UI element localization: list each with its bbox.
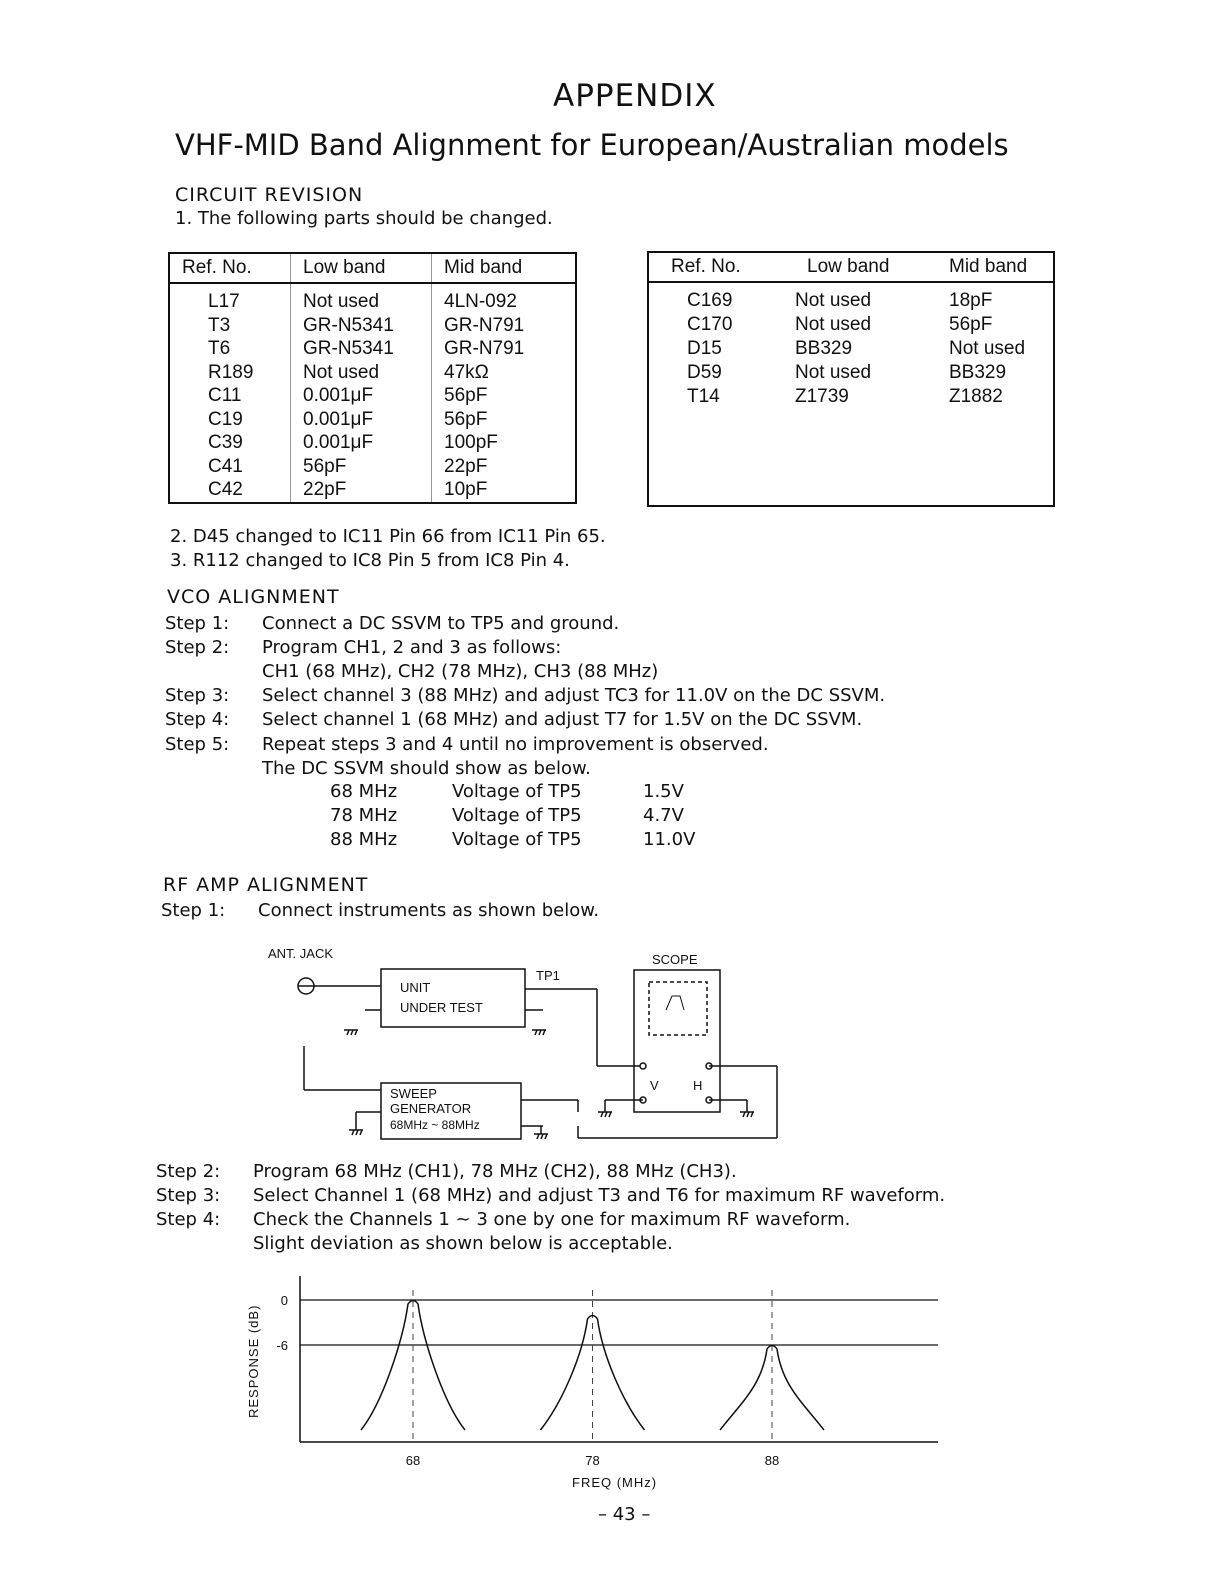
mid-band-cell [937,409,1054,433]
vco-step2b: CH1 (68 MHz), CH2 (78 MHz), CH3 (88 MHz) [262,661,659,682]
vco-step5: Repeat steps 3 and 4 until no improvement is observed. [262,734,769,755]
circuit-revision-note2: 2. D45 changed to IC11 Pin 66 from IC11 Pin 65. [170,526,606,547]
connection-diagram [260,940,800,1150]
table-row [648,385,1054,409]
page-title: APPENDIX [553,78,717,114]
ref-cell [648,481,783,506]
ref-cell: D59 [687,362,722,384]
rf-step1-label: Step 1: [161,900,226,921]
low-band-cell: 56pF [291,455,432,479]
circuit-revision-heading: CIRCUIT REVISION [175,184,364,206]
col-mid-band: Mid band [937,252,1054,282]
table-row [648,361,1054,385]
vco-step1-label: Step 1: [165,613,230,634]
vco-step1: Connect a DC SSVM to TP5 and ground. [262,613,620,634]
vco-step4-label: Step 4: [165,709,230,730]
ref-cell: L17 [169,283,291,314]
rf-step3: Select Channel 1 (68 MHz) and adjust T3 and T6 for maximum RF waveform. [253,1185,946,1206]
sweep-label-2: GENERATOR [390,1101,472,1116]
ref-cell: C41 [169,455,291,479]
x-axis-label: FREQ (MHz) [572,1475,658,1490]
ref-cell: R189 [169,361,291,385]
rf-step2: Program 68 MHz (CH1), 78 MHz (CH2), 88 MHz (CH3). [253,1161,737,1182]
mid-band-cell: 56pF [949,314,993,336]
voltage-value: 11.0V [643,829,696,850]
ant-jack-label: ANT. JACK [268,946,334,961]
low-band-cell [783,409,937,433]
table-row [169,431,576,455]
voltage-label: Voltage of TP5 [452,781,582,802]
page-subtitle: VHF-MID Band Alignment for European/Australian models [175,128,1009,162]
mid-band-cell [937,433,1054,457]
rf-heading: RF AMP ALIGNMENT [163,874,369,896]
sweep-label-1: SWEEP [390,1086,437,1101]
tp1-label: TP1 [536,968,560,983]
mid-band-cell: GR-N791 [444,338,525,360]
x-tick-label: 88 [764,1453,780,1468]
response-curve-ch1 [361,1301,465,1431]
ref-cell: C42 [169,478,291,503]
unit-label-1: UNIT [400,980,431,995]
ref-cell: C11 [169,384,291,408]
voltage-value: 1.5V [643,781,684,802]
low-band-cell: Not used [291,361,432,385]
vco-step5-label: Step 5: [165,734,230,755]
col-low-band: Low band [783,252,937,282]
rf-step4: Check the Channels 1 ~ 3 one by one for maximum RF waveform. [253,1209,851,1230]
low-band-cell: Not used [795,290,872,311]
y-tick-label: 0 [280,1293,288,1308]
table-row [169,478,576,503]
unit-under-test-box [381,969,525,1027]
vco-heading: VCO ALIGNMENT [167,586,340,608]
rf-step2-label: Step 2: [156,1161,221,1182]
rf-step1: Connect instruments as shown below. [258,900,600,921]
col-low-band: Low band [291,253,432,283]
voltage-freq: 88 MHz [330,829,398,850]
mid-band-cell: 56pF [444,408,488,430]
ref-cell: C170 [687,314,733,336]
low-band-cell [783,433,937,457]
rf-step4b: Slight deviation as shown below is acceptable. [253,1233,673,1254]
col-mid-band: Mid band [432,253,577,283]
low-band-cell: 0.001μF [291,408,432,432]
ref-cell: T14 [687,386,720,408]
col-ref-no: Ref. No. [648,252,783,282]
voltage-value: 4.7V [643,805,684,826]
table-row [169,337,576,361]
vco-step5b: The DC SSVM should show as below. [262,758,591,779]
scope-label: SCOPE [652,952,698,967]
vco-step3: Select channel 3 (88 MHz) and adjust TC3 for 11.0V on the DC SSVM. [262,685,886,706]
low-band-cell: 0.001μF [291,431,432,455]
mid-band-cell: 18pF [949,290,993,311]
ref-cell: C169 [687,290,733,311]
vco-step2-label: Step 2: [165,637,230,658]
table-row [169,455,576,479]
low-band-cell [783,481,937,506]
table-row [648,457,1054,481]
table-row [648,409,1054,433]
ref-cell: D15 [687,338,722,360]
mid-band-cell: 4LN-092 [444,291,517,312]
mid-band-cell: BB329 [949,362,1007,384]
table-row [169,361,576,385]
vco-step2: Program CH1, 2 and 3 as follows: [262,637,562,658]
col-ref-no: Ref. No. [169,253,291,283]
voltage-label: Voltage of TP5 [452,829,582,850]
ref-cell: T3 [169,314,291,338]
vco-step4: Select channel 1 (68 MHz) and adjust T7 for 1.5V on the DC SSVM. [262,709,863,730]
low-band-cell: Not used [795,362,872,384]
ref-cell: T6 [169,337,291,361]
x-tick-label: 78 [585,1453,600,1468]
low-band-cell: Not used [795,314,872,336]
ref-cell [648,433,783,457]
low-band-cell: BB329 [795,338,853,360]
x-tick-label: 68 [405,1453,421,1468]
low-band-cell: GR-N5341 [291,314,432,338]
circuit-revision-note3: 3. R112 changed to IC8 Pin 5 from IC8 Pin 4. [170,550,570,571]
y-axis-label: RESPONSE (dB) [246,1304,261,1418]
ref-cell [648,457,783,481]
voltage-label: Voltage of TP5 [452,805,582,826]
table-row [648,337,1054,361]
table-row [648,481,1054,506]
table-row [169,283,576,314]
low-band-cell: 0.001μF [291,384,432,408]
table-row [169,384,576,408]
response-chart [230,1268,950,1498]
parts-table-right [647,251,1055,507]
mid-band-cell: 56pF [444,385,488,407]
table-row [648,313,1054,337]
scope-screen [649,982,707,1035]
v-terminal-label: V [650,1078,659,1093]
mid-band-cell: 22pF [444,455,488,477]
rf-step4-label: Step 4: [156,1209,221,1230]
sweep-label-3: 68MHz ~ 88MHz [390,1118,480,1132]
rf-step3-label: Step 3: [156,1185,221,1206]
mid-band-cell: 47kΩ [444,361,489,383]
mid-band-cell: Not used [949,338,1026,360]
table-row [169,408,576,432]
mid-band-cell: Z1882 [949,386,1003,408]
low-band-cell [783,457,937,481]
low-band-cell: 22pF [291,478,432,503]
voltage-freq: 78 MHz [330,805,398,826]
y-tick-label: -6 [276,1338,288,1353]
parts-table-left [168,252,577,504]
mid-band-cell: 10pF [444,479,488,501]
mid-band-cell [937,457,1054,481]
voltage-freq: 68 MHz [330,781,398,802]
mid-band-cell: GR-N791 [444,314,525,336]
vco-step3-label: Step 3: [165,685,230,706]
table-row [648,433,1054,457]
low-band-cell: GR-N5341 [291,337,432,361]
ref-cell: C19 [169,408,291,432]
mid-band-cell: 100pF [444,432,498,454]
table-row [169,314,576,338]
ref-cell: C39 [169,431,291,455]
h-terminal-label: H [693,1078,703,1093]
unit-label-2: UNDER TEST [400,1000,483,1015]
circuit-revision-note1: 1. The following parts should be changed. [175,208,553,229]
table-row [648,282,1054,313]
mid-band-cell [937,481,1054,506]
ref-cell [648,409,783,433]
scope-box [634,970,720,1112]
page-number: – 43 – [598,1504,651,1525]
low-band-cell: Z1739 [795,386,849,408]
low-band-cell: Not used [291,283,432,314]
